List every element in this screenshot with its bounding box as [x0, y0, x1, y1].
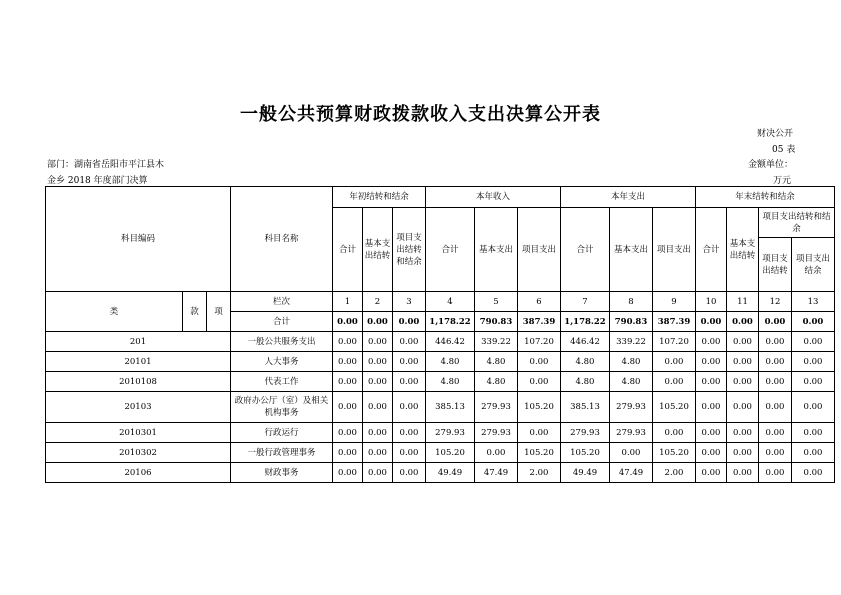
amount-cell: 279.93 — [426, 423, 475, 443]
amount-cell: 0.00 — [727, 392, 759, 423]
subject-code: 20103 — [46, 392, 231, 423]
table-row — [46, 372, 835, 392]
amount-cell: 279.93 — [475, 423, 518, 443]
header-xiang: 项 — [207, 292, 231, 332]
header-total: 合计 — [426, 208, 475, 292]
amount-cell: 279.93 — [561, 423, 610, 443]
column-number: 4 — [426, 292, 475, 312]
amount-cell: 339.22 — [475, 332, 518, 352]
column-number: 13 — [792, 292, 835, 312]
amount-cell: 0.00 — [393, 443, 426, 463]
table-row — [46, 392, 835, 423]
header-project-carry: 项目支出结转和结余 — [393, 208, 426, 292]
amount-cell: 279.93 — [475, 392, 518, 423]
header-subject-code: 科目编码 — [46, 187, 231, 292]
header-expense: 本年支出 — [561, 187, 696, 208]
header-basic-carry: 基本支出结转 — [363, 208, 393, 292]
amount-cell: 339.22 — [610, 332, 653, 352]
header-end-balance: 年末结转和结余 — [696, 187, 835, 208]
total-value: 790.83 — [475, 312, 518, 332]
amount-cell: 4.80 — [426, 352, 475, 372]
amount-cell: 105.20 — [518, 392, 561, 423]
amount-cell: 0.00 — [759, 392, 792, 423]
header-project-expense: 项目支出 — [518, 208, 561, 292]
amount-cell: 385.13 — [426, 392, 475, 423]
subject-name: 一般公共服务支出 — [231, 332, 333, 352]
amount-cell: 0.00 — [363, 463, 393, 483]
grand-total-label: 合计 — [231, 312, 333, 332]
amount-cell: 0.00 — [363, 423, 393, 443]
amount-cell: 0.00 — [759, 332, 792, 352]
total-value: 0.00 — [363, 312, 393, 332]
subject-code: 2010302 — [46, 443, 231, 463]
amount-cell: 107.20 — [653, 332, 696, 352]
total-value: 1,178.22 — [561, 312, 610, 332]
header-project-carry2: 项目支出结转 — [759, 238, 792, 292]
header-basic-expense: 基本支出 — [475, 208, 518, 292]
column-number: 12 — [759, 292, 792, 312]
form-code: 财决公开 — [757, 129, 794, 139]
amount-cell: 0.00 — [333, 443, 363, 463]
amount-cell: 0.00 — [393, 463, 426, 483]
total-value: 387.39 — [518, 312, 561, 332]
amount-cell: 105.20 — [653, 443, 696, 463]
header-subject-name: 科目名称 — [231, 187, 333, 292]
subject-name: 政府办公厅（室）及相关机构事务 — [231, 392, 333, 423]
amount-cell: 105.20 — [653, 392, 696, 423]
amount-cell: 0.00 — [792, 392, 835, 423]
amount-cell: 0.00 — [363, 352, 393, 372]
amount-cell: 105.20 — [518, 443, 561, 463]
amount-cell: 4.80 — [610, 352, 653, 372]
amount-cell: 0.00 — [696, 352, 727, 372]
column-number: 9 — [653, 292, 696, 312]
total-value: 790.83 — [610, 312, 653, 332]
amount-cell: 0.00 — [518, 352, 561, 372]
amount-cell: 4.80 — [426, 372, 475, 392]
header-basic-expense: 基本支出 — [610, 208, 653, 292]
form-number: 05 表 — [772, 145, 796, 155]
subject-code: 2010301 — [46, 423, 231, 443]
header-lei: 类 — [46, 292, 183, 332]
amount-cell: 4.80 — [475, 372, 518, 392]
amount-cell: 2.00 — [653, 463, 696, 483]
table-row — [46, 352, 835, 372]
header-column-no: 栏次 — [231, 292, 333, 312]
subject-code: 20106 — [46, 463, 231, 483]
total-value: 1,178.22 — [426, 312, 475, 332]
total-value: 0.00 — [727, 312, 759, 332]
amount-cell: 0.00 — [393, 352, 426, 372]
amount-cell: 2.00 — [518, 463, 561, 483]
amount-cell: 0.00 — [727, 332, 759, 352]
total-value: 0.00 — [393, 312, 426, 332]
amount-cell: 0.00 — [759, 443, 792, 463]
amount-cell: 0.00 — [653, 423, 696, 443]
budget-table — [45, 186, 835, 483]
department-label-cont: 金乡 2018 年度部门决算 — [47, 176, 148, 186]
column-number: 2 — [363, 292, 393, 312]
amount-cell: 0.00 — [759, 463, 792, 483]
amount-cell: 105.20 — [426, 443, 475, 463]
amount-cell: 0.00 — [696, 443, 727, 463]
amount-cell: 0.00 — [393, 372, 426, 392]
subject-name: 财政事务 — [231, 463, 333, 483]
amount-cell: 0.00 — [792, 352, 835, 372]
header-begin-balance: 年初结转和结余 — [333, 187, 426, 208]
amount-cell: 385.13 — [561, 392, 610, 423]
amount-cell: 0.00 — [393, 392, 426, 423]
header-basic-carry: 基本支出结转 — [727, 208, 759, 292]
amount-cell: 49.49 — [426, 463, 475, 483]
header-total: 合计 — [696, 208, 727, 292]
amount-cell: 0.00 — [727, 423, 759, 443]
amount-cell: 0.00 — [727, 463, 759, 483]
amount-cell: 0.00 — [759, 372, 792, 392]
amount-cell: 0.00 — [792, 332, 835, 352]
total-value: 0.00 — [333, 312, 363, 332]
amount-cell: 0.00 — [727, 443, 759, 463]
column-number: 5 — [475, 292, 518, 312]
amount-cell: 0.00 — [393, 332, 426, 352]
amount-cell: 0.00 — [696, 463, 727, 483]
amount-cell: 4.80 — [475, 352, 518, 372]
amount-cell: 107.20 — [518, 332, 561, 352]
table-row — [46, 463, 835, 483]
column-number: 1 — [333, 292, 363, 312]
amount-cell: 47.49 — [475, 463, 518, 483]
amount-cell: 105.20 — [561, 443, 610, 463]
table-row — [46, 443, 835, 463]
column-number: 6 — [518, 292, 561, 312]
total-value: 0.00 — [759, 312, 792, 332]
header-income: 本年收入 — [426, 187, 561, 208]
amount-cell: 0.00 — [333, 463, 363, 483]
amount-cell: 0.00 — [363, 332, 393, 352]
amount-cell: 279.93 — [610, 392, 653, 423]
column-number: 3 — [393, 292, 426, 312]
column-number: 7 — [561, 292, 610, 312]
amount-cell: 0.00 — [792, 423, 835, 443]
header-kuan: 款 — [183, 292, 207, 332]
subject-name: 代表工作 — [231, 372, 333, 392]
header-project-expense: 项目支出 — [653, 208, 696, 292]
amount-cell: 47.49 — [610, 463, 653, 483]
amount-cell: 0.00 — [653, 352, 696, 372]
amount-cell: 446.42 — [561, 332, 610, 352]
unit-label: 金额单位： — [748, 160, 794, 170]
amount-cell: 0.00 — [792, 372, 835, 392]
amount-cell: 0.00 — [792, 443, 835, 463]
amount-cell: 4.80 — [561, 352, 610, 372]
column-number: 8 — [610, 292, 653, 312]
amount-cell: 0.00 — [696, 332, 727, 352]
subject-code: 201 — [46, 332, 231, 352]
total-value: 0.00 — [792, 312, 835, 332]
page-title: 一般公共预算财政拨款收入支出决算公开表 — [240, 104, 601, 125]
amount-cell: 0.00 — [696, 392, 727, 423]
table-row — [46, 423, 835, 443]
department-label: 部门：湖南省岳阳市平江县木 — [47, 160, 165, 170]
unit-value: 万元 — [773, 176, 792, 186]
subject-code: 2010108 — [46, 372, 231, 392]
amount-cell: 0.00 — [792, 463, 835, 483]
subject-name: 行政运行 — [231, 423, 333, 443]
column-number: 10 — [696, 292, 727, 312]
total-value: 387.39 — [653, 312, 696, 332]
amount-cell: 49.49 — [561, 463, 610, 483]
amount-cell: 0.00 — [759, 352, 792, 372]
amount-cell: 0.00 — [363, 443, 393, 463]
amount-cell: 0.00 — [727, 352, 759, 372]
amount-cell: 0.00 — [727, 372, 759, 392]
header-total: 合计 — [333, 208, 363, 292]
amount-cell: 0.00 — [333, 392, 363, 423]
amount-cell: 446.42 — [426, 332, 475, 352]
column-number: 11 — [727, 292, 759, 312]
amount-cell: 0.00 — [333, 352, 363, 372]
table-row — [46, 332, 835, 352]
amount-cell: 0.00 — [518, 372, 561, 392]
subject-code: 20101 — [46, 352, 231, 372]
amount-cell: 0.00 — [696, 423, 727, 443]
header-project-balance: 项目支出结余 — [792, 238, 835, 292]
header-total: 合计 — [561, 208, 610, 292]
amount-cell: 0.00 — [393, 423, 426, 443]
amount-cell: 0.00 — [610, 443, 653, 463]
amount-cell: 0.00 — [518, 423, 561, 443]
amount-cell: 0.00 — [363, 392, 393, 423]
subject-name: 一般行政管理事务 — [231, 443, 333, 463]
amount-cell: 4.80 — [561, 372, 610, 392]
subject-name: 人大事务 — [231, 352, 333, 372]
amount-cell: 0.00 — [333, 423, 363, 443]
amount-cell: 0.00 — [759, 423, 792, 443]
total-value: 0.00 — [696, 312, 727, 332]
amount-cell: 279.93 — [610, 423, 653, 443]
amount-cell: 0.00 — [333, 372, 363, 392]
amount-cell: 4.80 — [610, 372, 653, 392]
header-project-carry-balance: 项目支出结转和结余 — [759, 208, 835, 238]
amount-cell: 0.00 — [653, 372, 696, 392]
amount-cell: 0.00 — [696, 372, 727, 392]
amount-cell: 0.00 — [333, 332, 363, 352]
amount-cell: 0.00 — [363, 372, 393, 392]
amount-cell: 0.00 — [475, 443, 518, 463]
